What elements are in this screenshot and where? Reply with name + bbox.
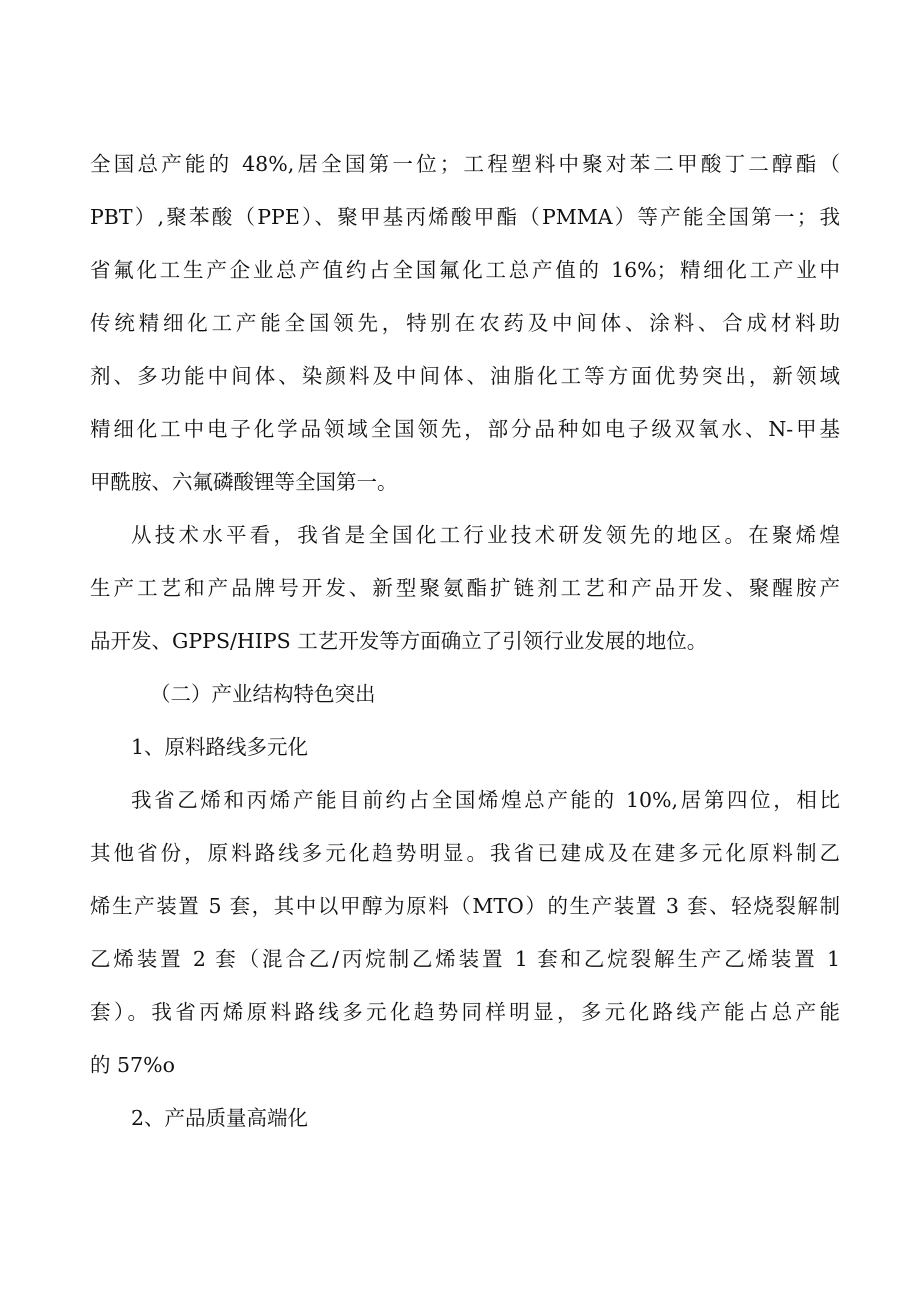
- text-line: 其他省份，原料路线多元化趋势明显。我省已建成及在建多元化原料制乙: [90, 841, 840, 865]
- text-line: 剂、多功能中间体、染颜料及中间体、油脂化工等方面优势突出，新领域: [90, 364, 840, 388]
- text-line: 套）。我省丙烯原料路线多元化趋势同样明显，多元化路线产能占总产能: [90, 1000, 840, 1024]
- text-line: 烯生产装置 5 套，其中以甲醇为原料（MTO）的生产装置 3 套、轻烧裂解制: [90, 894, 840, 918]
- text-line: 乙烯装置 2 套（混合乙/丙烷制乙烯装置 1 套和乙烷裂解生产乙烯装置 1: [90, 947, 840, 971]
- text-line: 甲酰胺、六氟磷酸锂等全国第一。: [90, 470, 398, 494]
- sub-heading: 2、产品质量高端化: [131, 1106, 309, 1130]
- text-line: 从技术水平看，我省是全国化工行业技术研发领先的地区。在聚烯煌: [131, 523, 840, 547]
- text-line: 全国总产能的 48%,居全国第一位；工程塑料中聚对苯二甲酸丁二醇酯（: [90, 152, 840, 176]
- text-line: 生产工艺和产品牌号开发、新型聚氨酯扩链剂工艺和产品开发、聚醒胺产: [90, 576, 840, 600]
- text-line: 我省乙烯和丙烯产能目前约占全国烯煌总产能的 10%,居第四位，相比: [131, 788, 840, 812]
- text-line: PBT）,聚苯酸（PPE）、聚甲基丙烯酸甲酯（PMMA）等产能全国第一；我: [90, 205, 840, 229]
- section-heading: （二）产业结构特色突出: [150, 682, 376, 706]
- text-line: 品开发、GPPS/HIPS 工艺开发等方面确立了引领行业发展的地位。: [90, 629, 708, 653]
- text-line: 精细化工中电子化学品领域全国领先，部分品种如电子级双氧水、N-甲基: [90, 417, 840, 441]
- sub-heading: 1、原料路线多元化: [131, 735, 309, 759]
- text-line: 省氟化工生产企业总产值约占全国氟化工总产值的 16%；精细化工产业中: [90, 258, 840, 282]
- text-line: 的 57%o: [90, 1053, 175, 1077]
- text-line: 传统精细化工产能全国领先，特别在农药及中间体、涂料、合成材料助: [90, 311, 840, 335]
